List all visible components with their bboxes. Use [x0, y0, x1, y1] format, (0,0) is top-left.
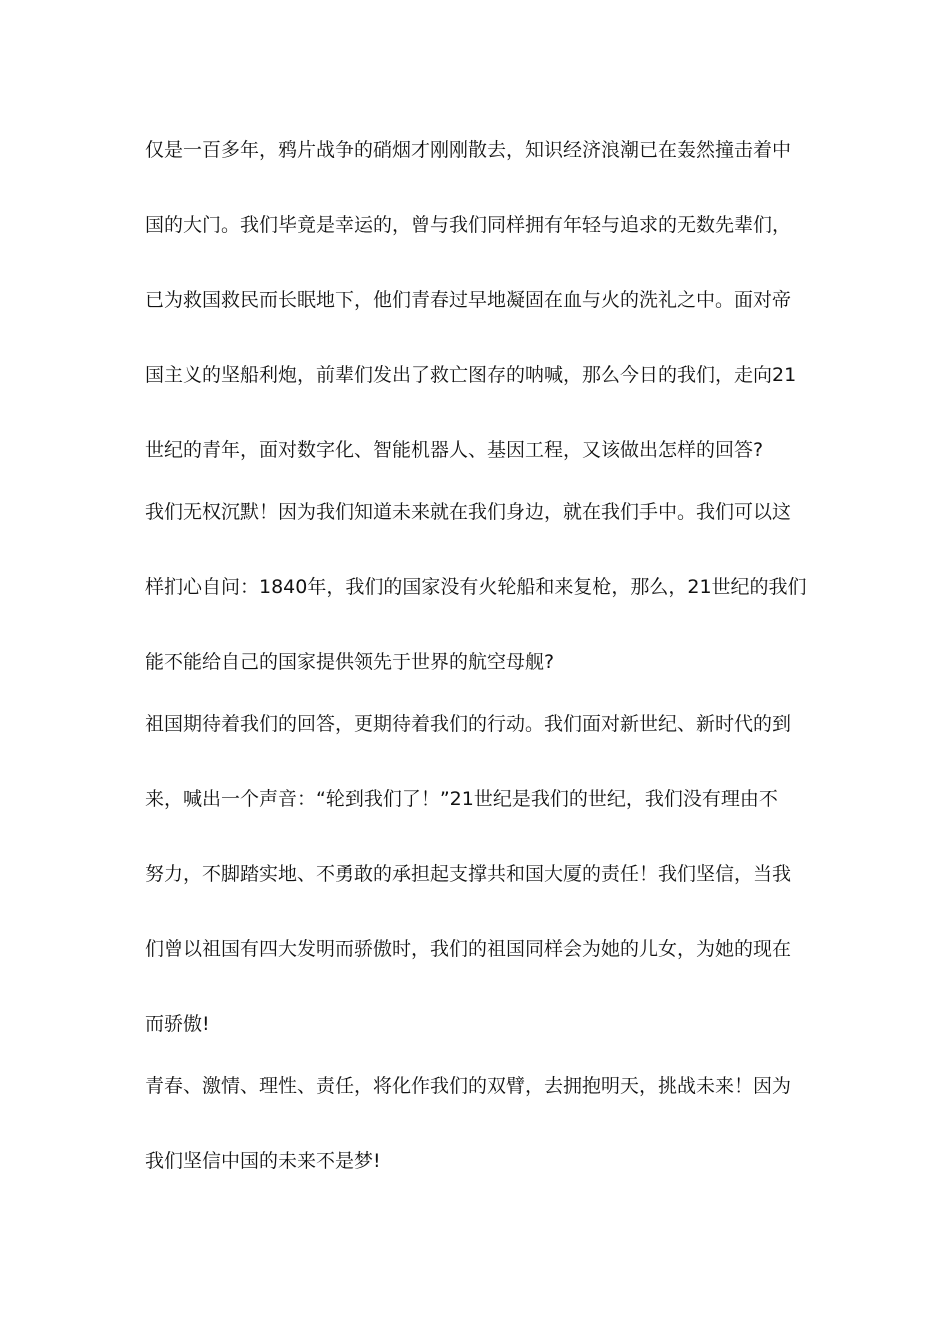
text-line: 国主义的坚船利炮，前辈们发出了救亡图存的呐喊，那么今日的我们，走向21	[145, 364, 797, 386]
text-line: 仅是一百多年，鸦片战争的硝烟才刚刚散去，知识经济浪潮已在轰然撞击着中	[145, 139, 792, 161]
text-line: 国的大门。我们毕竟是幸运的，曾与我们同样拥有年轻与追求的无数先辈们，	[145, 214, 792, 236]
text-line: 青春、激情、理性、责任，将化作我们的双臂，去拥抱明天，挑战未来！因为	[145, 1075, 792, 1097]
text-line: 努力，不脚踏实地、不勇敢的承担起支撑共和国大厦的责任！我们坚信，当我	[145, 863, 792, 885]
text-line: 来，喊出一个声音：“轮到我们了！”21世纪是我们的世纪，我们没有理由不	[145, 788, 778, 810]
text-line: 世纪的青年，面对数字化、智能机器人、基因工程，又该做出怎样的回答?	[145, 439, 764, 461]
text-line: 们曾以祖国有四大发明而骄傲时，我们的祖国同样会为她的儿女，为她的现在	[145, 938, 792, 960]
text-line: 祖国期待着我们的回答，更期待着我们的行动。我们面对新世纪、新时代的到	[145, 713, 792, 735]
text-line: 能不能给自己的国家提供领先于世界的航空母舰?	[145, 651, 555, 673]
text-line: 我们无权沉默！因为我们知道未来就在我们身边，就在我们手中。我们可以这	[145, 501, 792, 523]
text-line: 已为救国救民而长眠地下，他们青春过早地凝固在血与火的洗礼之中。面对帝	[145, 289, 792, 311]
text-line: 而骄傲!	[145, 1013, 210, 1035]
text-line: 样扪心自问：1840年，我们的国家没有火轮船和来复枪，那么，21世纪的我们	[145, 576, 807, 598]
text-line: 我们坚信中国的未来不是梦!	[145, 1150, 381, 1172]
